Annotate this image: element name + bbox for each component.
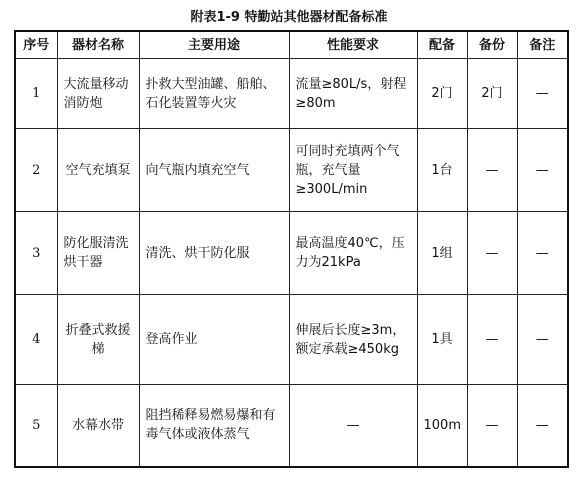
table-row <box>15 129 568 212</box>
row-backup: — <box>467 129 517 212</box>
row-name: 空气充填泵 <box>57 129 139 212</box>
row-use: 登高作业 <box>139 295 289 385</box>
row-name: 防化服清洗烘干器 <box>57 212 139 295</box>
header-row <box>15 31 568 59</box>
row-name: 大流量移动消防炮 <box>57 59 139 129</box>
header-use: 主要用途 <box>139 31 289 59</box>
table-row <box>15 295 568 385</box>
row-use: 向气瓶内填充空气 <box>139 129 289 212</box>
header-note: 备注 <box>517 31 568 59</box>
row-note: — <box>517 129 568 212</box>
row-name: 水幕水带 <box>57 385 139 467</box>
table-title: 附表1-9 特勤站其他器材配备标准 <box>190 10 388 25</box>
row-note: — <box>517 295 568 385</box>
row-equip: 100m <box>417 385 467 467</box>
row-note: — <box>517 59 568 129</box>
row-backup: 2门 <box>467 59 517 129</box>
table-row <box>15 385 568 467</box>
row-use: 阻挡稀释易燃易爆和有毒气体或液体蒸气 <box>139 385 289 467</box>
table-row <box>15 59 568 129</box>
header-equip: 配备 <box>417 31 467 59</box>
row-no: 1 <box>15 59 57 129</box>
row-name: 折叠式救援梯 <box>57 295 139 385</box>
header-name: 器材名称 <box>57 31 139 59</box>
row-performance: 伸展后长度≥3m，额定承载≥450kg <box>289 295 417 385</box>
header-no: 序号 <box>15 31 57 59</box>
row-equip: 1组 <box>417 212 467 295</box>
row-performance: — <box>289 385 417 467</box>
row-performance: 可同时充填两个气瓶，充气量≥300L/min <box>289 129 417 212</box>
row-use: 清洗、烘干防化服 <box>139 212 289 295</box>
row-no: 3 <box>15 212 57 295</box>
row-backup: — <box>467 385 517 467</box>
header-backup: 备份 <box>467 31 517 59</box>
row-equip: 2门 <box>417 59 467 129</box>
row-no: 2 <box>15 129 57 212</box>
row-equip: 1台 <box>417 129 467 212</box>
row-no: 5 <box>15 385 57 467</box>
row-no: 4 <box>15 295 57 385</box>
row-backup: — <box>467 295 517 385</box>
row-note: — <box>517 385 568 467</box>
table-row <box>15 212 568 295</box>
header-performance: 性能要求 <box>289 31 417 59</box>
row-performance: 最高温度40℃，压力为21kPa <box>289 212 417 295</box>
row-backup: — <box>467 212 517 295</box>
row-use: 扑救大型油罐、船舶、石化装置等火灾 <box>139 59 289 129</box>
row-performance: 流量≥80L/s，射程≥80m <box>289 59 417 129</box>
equipment-table <box>14 30 569 468</box>
row-note: — <box>517 212 568 295</box>
row-equip: 1具 <box>417 295 467 385</box>
